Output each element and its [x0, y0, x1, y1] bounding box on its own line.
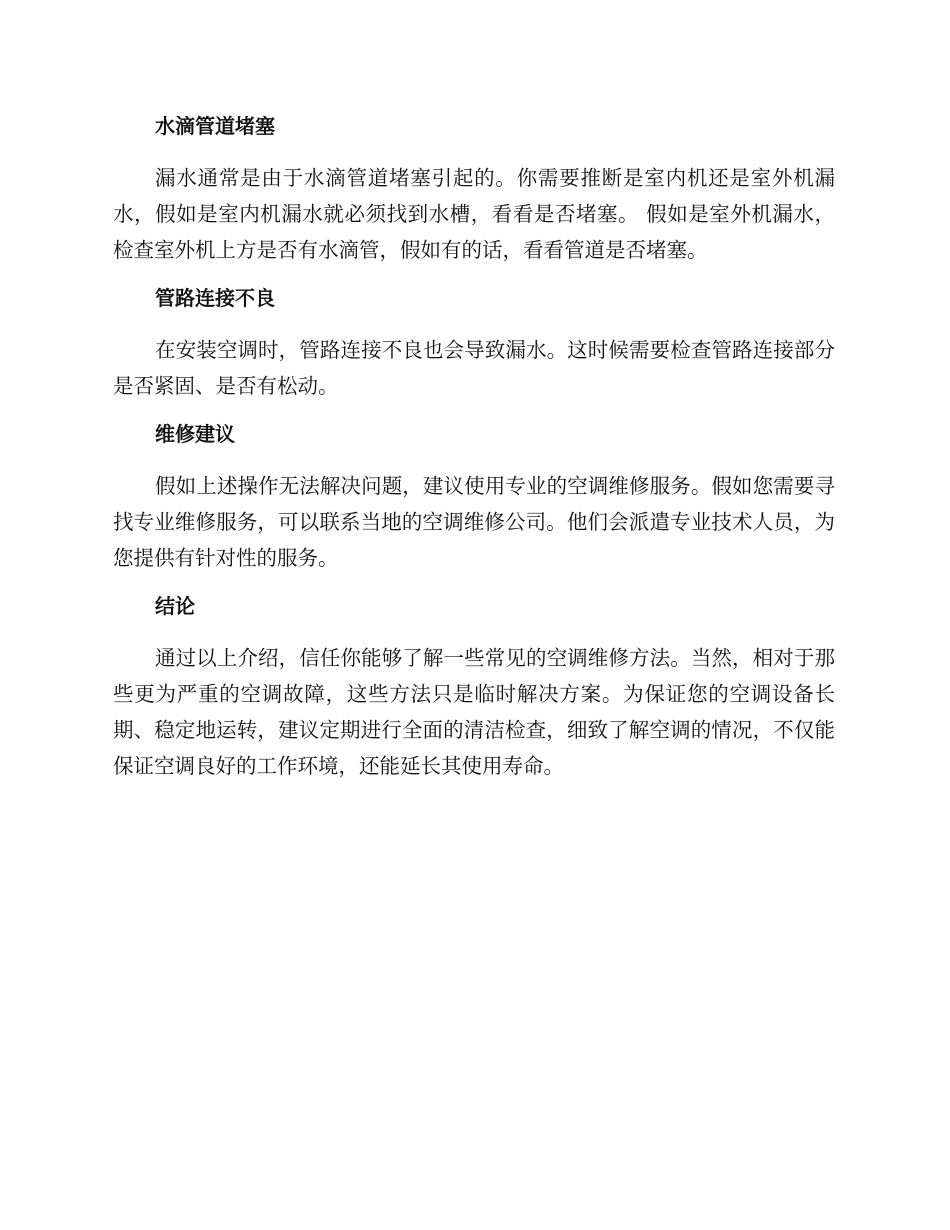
section-heading-conclusion: 结论	[155, 594, 195, 618]
document-page	[113, 106, 835, 798]
section-heading-repair-advice: 维修建议	[155, 422, 235, 446]
section-heading-drain-pipe-blockage: 水滴管道堵塞	[155, 114, 275, 138]
section-body-pipe-connection: 在安装空调时，管路连接不良也会导致漏水。这时候需要检查管路连接部分是否紧固、是否有松动。	[113, 338, 835, 398]
section-heading-pipe-connection: 管路连接不良	[155, 286, 275, 310]
section-body-drain-pipe-blockage: 漏水通常是由于水滴管道堵塞引起的。你需要推断是室内机还是室外机漏水，假如是室内机漏水就必须找到水槽，看看是否堵塞。 假如是室外机漏水，检查室外机上方是否有水滴管，假如有的话，看看管道是否堵塞。	[113, 166, 835, 262]
section-body-repair-advice: 假如上述操作无法解决问题，建议使用专业的空调维修服务。假如您需要寻找专业维修服务，可以联系当地的空调维修公司。他们会派遣专业技术人员，为您提供有针对性的服务。	[113, 474, 835, 570]
section-body-conclusion: 通过以上介绍，信任你能够了解一些常见的空调维修方法。当然，相对于那些更为严重的空调故障，这些方法只是临时解决方案。为保证您的空调设备长期、稳定地运转，建议定期进行全面的清洁检查，细致了解空调的情况，不仅能保证空调良好的工作环境，还能延长其使用寿命。	[113, 646, 835, 778]
